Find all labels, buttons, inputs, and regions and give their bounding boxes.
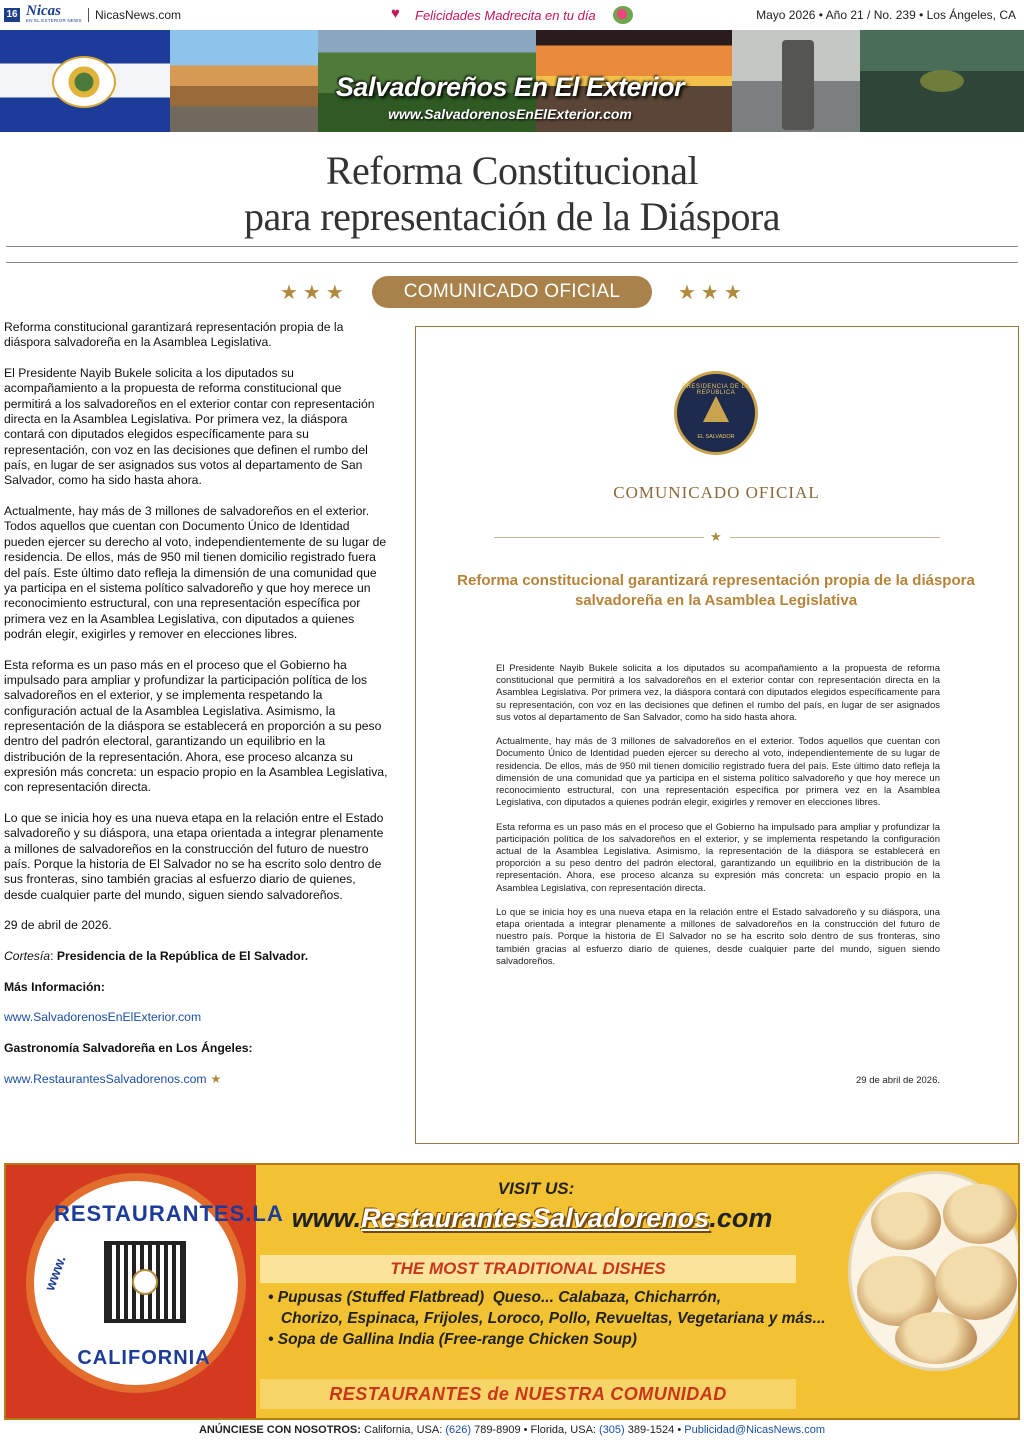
circle-top-text: RESTAURANTES.LA (54, 1201, 284, 1226)
email-link[interactable]: Publicidad@NicasNews.com (684, 1424, 826, 1436)
ad-tagline: RESTAURANTES de NUESTRA COMUNIDAD (260, 1379, 796, 1409)
url-prefix: www. (291, 1203, 362, 1233)
rose-icon (613, 6, 633, 24)
nicas-logo[interactable] (26, 4, 82, 26)
stars-left-icon: ★★★ (280, 282, 349, 304)
link-restaurantes-row (4, 1072, 388, 1087)
article-body (4, 320, 388, 1103)
top-bar (0, 0, 1024, 30)
circle-left-text: www. (41, 1253, 69, 1293)
document-paragraph: Esta reforma es un paso más en el proceso que el Gobierno ha impulsado para ampliar y profundizar la participación política de los salvadoreños en el exterior, y se implementa respetando la configuración actual de la Asamblea Legislativa. Asimismo, la representación de la diáspora se establecerá en proporción a su peso dentro del padrón electoral, garantizando un equilibrio en la distribución de la representación. Ahora, ese proceso alcanza su expresión más concreta: un espacio propio en la Asamblea Legislativa, con representación directa. (496, 821, 940, 894)
document-body (496, 663, 940, 980)
ca-area: (626) (445, 1424, 472, 1436)
document-paragraph: Actualmente, hay más de 3 millones de salvadoreños en el exterior. Todos aquellos que cuentan con Documento Único de Identidad pueden ejercer su derecho al voto, independientemente de su lugar de residencia. De ellos, más de 950 mil tienen domicilio registrado fuera del país. Este último dato refleja la dimensión de una comunidad que ya participa en el sistema político salvadoreño y que hoy merece un reconocimiento estructural, con una representación específica por primera vez en la Asamblea Legislativa, con diputados a quienes podrán elegir, exigirles y remover en elecciones libres. (496, 736, 940, 809)
stone-monument-image (732, 30, 860, 132)
issue-info: Mayo 2026 • Año 21 / No. 239 • Los Ángeles, CA (756, 8, 1016, 22)
traditional-dishes-heading: THE MOST TRADITIONAL DISHES (260, 1255, 796, 1283)
restaurant-ad[interactable] (4, 1163, 1020, 1420)
fl-area: (305) (599, 1424, 625, 1436)
article-paragraph: Lo que se inicia hoy es una nueva etapa en la relación entre el Estado salvadoreño y su diáspora, una etapa orientada a integrar plenamente a millones de salvadoreños en la construcción del futuro de nuestro país. Porque la historia de El Salvador no se ha escrito solo dentro de sus fronteras, sino también gracias al esfuerzo diario de quienes, desde cualquier parte del mundo, siguen siendo salvadoreños. (4, 811, 384, 902)
page-title (0, 148, 1024, 240)
dish-list (268, 1287, 868, 1350)
seal-bottom-text: EL SALVADOR (697, 434, 735, 440)
article-paragraph: Reforma constitucional garantizará representación propia de la diáspora salvadoreña en la Asamblea Legislativa. (4, 320, 344, 350)
fl-label: • Florida, USA: (523, 1424, 596, 1436)
document-paragraph: El Presidente Nayib Bukele solicita a los diputados su acompañamiento a la propuesta de reforma constitucional que permitirá a los salvadoreños en el exterior contar con representación directa en la Asamblea Legislativa. Por primera vez, la diáspora contará con diputados elegidos específicamente para su representación, con voz en las decisiones que definen el rumbo del país, en lugar de ser asignados sus votos al departamento de San Salvador, como ha sido hasta ahora. (496, 663, 940, 723)
ca-label: California, USA: (364, 1424, 443, 1436)
banner-url[interactable]: www.SalvadorenosEnElExterior.com (388, 106, 632, 122)
stars-right-icon: ★★★ (678, 282, 747, 304)
divider (494, 537, 704, 538)
official-document (415, 326, 1019, 1144)
page-number: 16 (4, 8, 20, 22)
banner-title: Salvadoreños En El Exterior (335, 72, 685, 102)
divider (730, 537, 940, 538)
flag-image (0, 30, 170, 132)
url-suffix: .com (709, 1203, 773, 1233)
courtesy-value: Presidencia de la República de El Salvador. (56, 949, 309, 964)
document-heading: COMUNICADO OFICIAL (613, 483, 820, 502)
footer-contact (0, 1424, 1024, 1436)
seal-top-text: PRESIDENCIA DE LA REPÚBLICA (682, 384, 750, 396)
url-name: RestaurantesSalvadorenos (361, 1203, 710, 1233)
coat-of-arms-icon (52, 56, 116, 108)
document-title: Reforma constitucional garantizará representación propia de la diáspora salvadoreña en la Asamblea Legislativa (457, 572, 975, 609)
divider (88, 8, 89, 22)
divider (6, 262, 1018, 263)
heron-image (860, 30, 1024, 132)
title-line-2: para representación de la Diáspora (243, 194, 781, 239)
ad-circle-logo (26, 1173, 284, 1393)
gastronomy-label: Gastronomía Salvadoreña en Los Ángeles: (4, 1041, 253, 1056)
ad-url[interactable] (242, 1203, 822, 1234)
site-link[interactable]: NicasNews.com (95, 8, 182, 22)
section-banner (0, 30, 1024, 132)
link-restaurantes[interactable]: www.RestaurantesSalvadorenos.com (4, 1071, 207, 1086)
comunicado-badge: COMUNICADO OFICIAL (372, 276, 652, 308)
star-icon: ★ (210, 1071, 222, 1086)
town-image (170, 30, 318, 132)
seal-triangle (703, 396, 729, 422)
document-paragraph: Lo que se inicia hoy es una nueva etapa en la relación entre el Estado salvadoreño y su diáspora, una etapa orientada a integrar plenamente a millones de salvadoreños en la construcción del futuro de nuestro país. Porque la historia de El Salvador no se ha escrito solo dentro de sus fronteras, sino también gracias al esfuerzo diario de quienes, desde cualquier parte del mundo, siguen siendo salvadoreños. (496, 907, 940, 967)
mothers-day-text: Felicidades Madrecita en tu día (415, 8, 596, 23)
hearts-icon: ♥ (391, 5, 400, 22)
link-salvadorenos[interactable]: www.SalvadorenosEnElExterior.com (4, 1010, 202, 1025)
logo-subtext: EN EL EXTERIOR NEWS (26, 18, 82, 23)
footer-label: ANÚNCIESE CON NOSOTROS: (198, 1424, 361, 1436)
article-paragraph: Esta reforma es un paso más en el proceso que el Gobierno ha impulsado para ampliar y profundizar la participación política de los salvadoreños en el exterior, y se implementa respetando la configuración actual de la Asamblea Legislativa. Asimismo, la representación de la diáspora se establecerá en proporción a su peso dentro del padrón electoral, garantizando un equilibrio en la distribución de la representación. Ahora, ese proceso alcanza su expresión más concreta: un espacio propio en la Asamblea Legislativa, con representación directa. (4, 657, 388, 795)
star-icon: ★ (710, 529, 722, 544)
fl-number[interactable]: 389-1524 • (627, 1424, 682, 1436)
list-item: • Sopa de Gallina India (Free-range Chicken Soup) (268, 1331, 637, 1348)
logo-text: Nicas (26, 3, 61, 19)
article-date: 29 de abril de 2026. (4, 918, 112, 933)
title-line-1: Reforma Constitucional (325, 148, 699, 193)
visit-label: VISIT US: (497, 1179, 575, 1198)
qr-code-icon[interactable] (104, 1241, 186, 1323)
list-item: Chorizo, Espinaca, Frijoles, Loroco, Pollo, Revueltas, Vegetariana y más... (268, 1310, 826, 1327)
presidential-seal-icon (674, 371, 758, 455)
circle-bottom-text: CALIFORNIA (77, 1347, 211, 1369)
list-item: • Pupusas (Stuffed Flatbread) Queso... Calabaza, Chicharrón, (268, 1289, 722, 1306)
article-paragraph: Actualmente, hay más de 3 millones de salvadoreños en el exterior. Todos aquellos que cuentan con Documento Único de Identidad pueden ejercer su derecho al voto, independientemente de su lugar de residencia. De ellos, más de 950 mil tienen domicilio registrado fuera del país. Este último dato refleja la dimensión de una comunidad que ya participa en el sistema político salvadoreño y que hoy merece un reconocimiento estructural, con una representación específica por primera vez en la Asamblea Legislativa, con diputados a quienes podrán elegir, exigirles y remover en elecciones libres. (4, 504, 387, 641)
divider (6, 246, 1018, 247)
article-paragraph: El Presidente Nayib Bukele solicita a los diputados su acompañamiento a la propuesta de reforma constitucional que permitirá a los salvadoreños en el exterior contar con representación directa en la Asamblea Legislativa. Por primera vez, la diáspora contará con diputados elegidos específicamente para su representación, con voz en las decisiones que definen el rumbo del país, en lugar de ser asignados sus votos al departamento de San Salvador, como ha sido hasta ahora. (4, 366, 375, 488)
courtesy: Cortesía: Presidencia de la República de El Salvador. (4, 949, 309, 964)
mothers-day-banner (391, 4, 641, 26)
courtesy-label: Cortesía (4, 949, 51, 964)
more-info-label: Más Información: (4, 979, 105, 994)
pupusa-plate-image (848, 1171, 1020, 1371)
ca-number[interactable]: 789-8909 (474, 1424, 521, 1436)
document-date: 29 de abril de 2026. (856, 1075, 940, 1086)
